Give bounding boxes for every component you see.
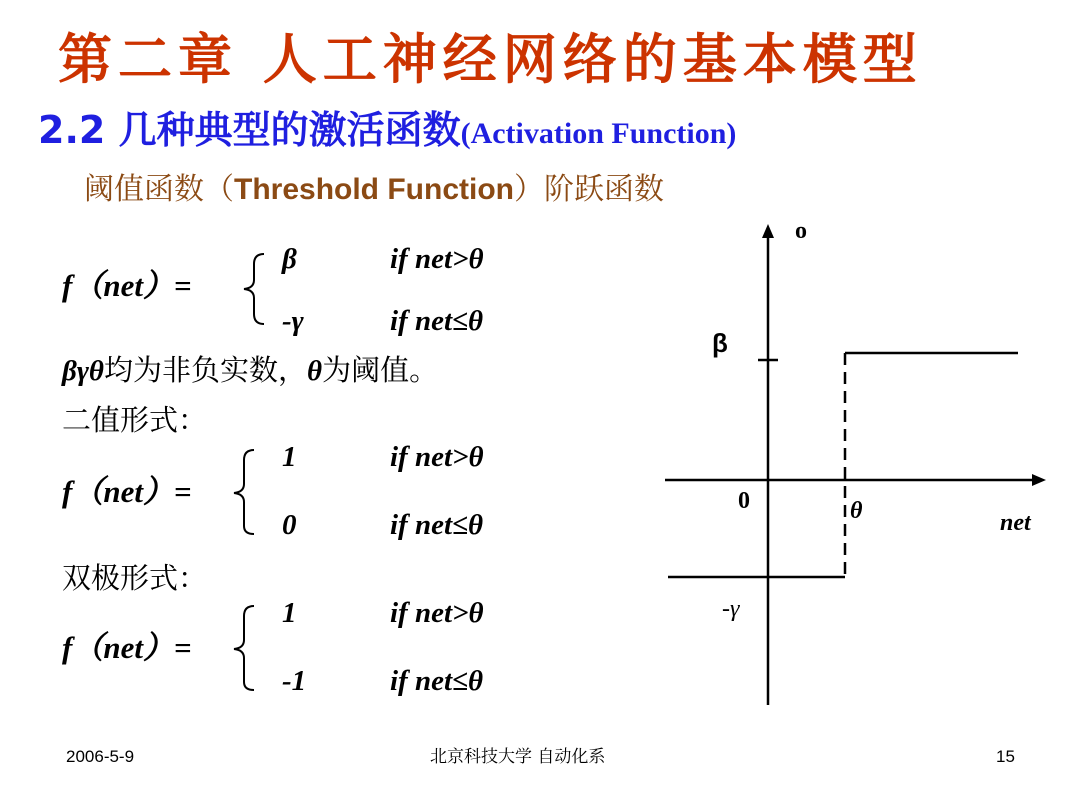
beta-label: β — [712, 328, 728, 358]
x-axis-arrow — [1032, 474, 1046, 486]
formula-3-case1-value: 1 — [282, 597, 297, 629]
formula-2-case1-cond: if net>θ — [390, 441, 484, 473]
formula-1-case2-value: -γ — [282, 305, 304, 337]
footer-page-number: 15 — [996, 747, 1015, 766]
bipolar-form-label: 双极形式： — [62, 561, 208, 595]
formula-3-case2-cond: if net≤θ — [390, 665, 483, 697]
subtitle-post: ）阶跃函数 — [513, 172, 664, 207]
params-symbols: βγθ — [62, 355, 104, 387]
formula-2-case2-value: 0 — [282, 509, 297, 541]
formula-1-case1-cond: if net>θ — [390, 243, 484, 275]
subtitle-pre: 阈值函数（ — [84, 172, 234, 207]
section-number: 2.2 — [38, 108, 106, 152]
theta-label: θ — [850, 498, 863, 524]
binary-form-label: 二值形式： — [62, 403, 208, 437]
section-title-en: (Activation Function) — [460, 117, 737, 150]
y-axis-label: o — [795, 218, 807, 244]
formula-2-case1-value: 1 — [282, 441, 297, 473]
params-text1: 均为非负实数， — [103, 353, 307, 387]
section-title-cn: 几种典型的激活函数 — [118, 108, 461, 152]
footer-department: 北京科技大学 自动化系 — [430, 747, 606, 767]
formula-1-lhs: f（net）= — [62, 268, 192, 303]
gamma-label: -γ — [722, 596, 740, 622]
formula-1-case1-value: β — [282, 243, 297, 275]
subtitle-en: Threshold Function — [234, 173, 514, 206]
formula-1-case2-cond: if net≤θ — [390, 305, 483, 337]
params-text2: 为阈值。 — [322, 353, 439, 387]
formula-3-lhs: f（net）= — [62, 630, 192, 665]
formula-2-lhs: f（net）= — [62, 474, 192, 509]
footer-date: 2006-5-9 — [66, 747, 135, 766]
params-theta: θ — [307, 355, 323, 387]
formula-3-case1-cond: if net>θ — [390, 597, 484, 629]
formula-2-case2-cond: if net≤θ — [390, 509, 483, 541]
origin-label: 0 — [738, 488, 750, 514]
chapter-title: 第二章 人工神经网络的基本模型 — [58, 27, 923, 91]
formula-3-case2-value: -1 — [282, 665, 307, 697]
y-axis-arrow — [762, 224, 774, 238]
x-axis-label: net — [1000, 510, 1031, 536]
